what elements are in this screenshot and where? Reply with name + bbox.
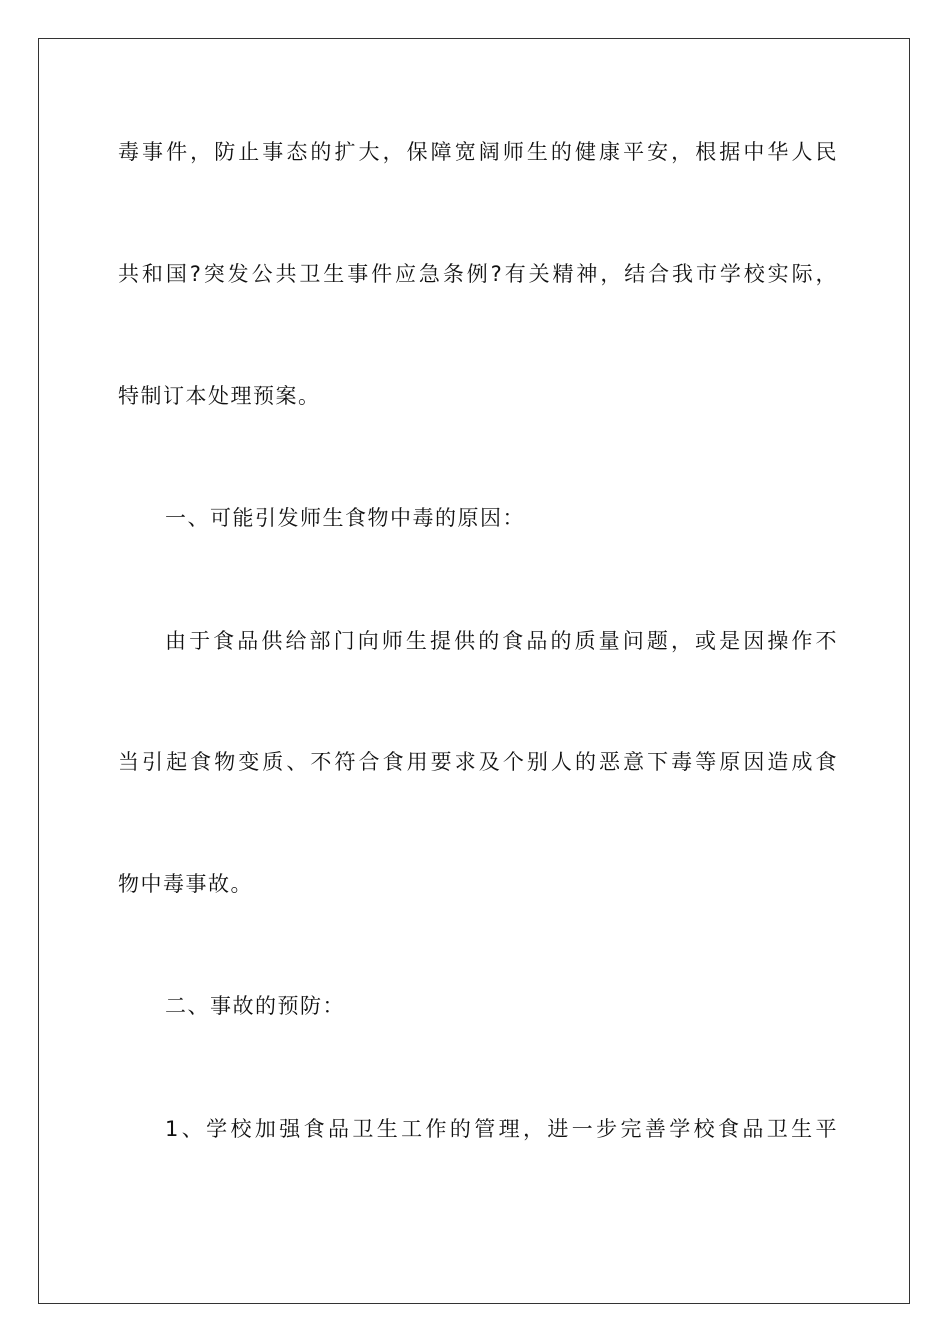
section-heading-causes: 一、可能引发师生食物中毒的原因：	[165, 506, 525, 530]
paragraph-line-6: 当引起食物变质、不符合食用要求及个别人的恶意下毒等原因造成食	[118, 750, 838, 774]
section-heading-prevention: 二、事故的预防：	[165, 994, 345, 1018]
paragraph-line-9: 1、学校加强食品卫生工作的管理，进一步完善学校食品卫生平	[165, 1117, 838, 1141]
paragraph-line-5: 由于食品供给部门向师生提供的食品的质量问题，或是因操作不	[165, 629, 838, 653]
paragraph-line-2: 共和国?突发公共卫生事件应急条例?有关精神，结合我市学校实际，	[118, 262, 838, 286]
paragraph-line-7: 物中毒事故。	[118, 872, 253, 896]
paragraph-line-3: 特制订本处理预案。	[118, 384, 321, 408]
paragraph-line-1: 毒事件，防止事态的扩大，保障宽阔师生的健康平安，根据中华人民	[118, 140, 838, 164]
